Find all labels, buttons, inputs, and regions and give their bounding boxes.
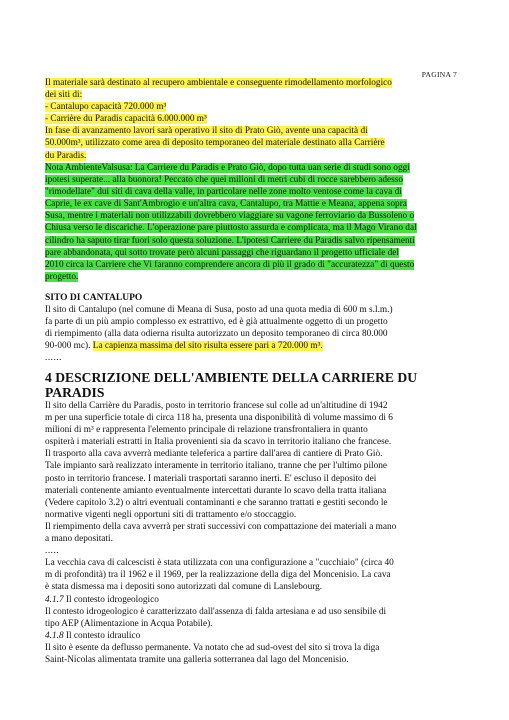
intro-line: In fase di avanzamento lavori sarà operativo il sito di Prato Giò, avente una capacità di — [45, 126, 368, 137]
section-heading: PARADIS — [45, 385, 105, 400]
note-line: ipotesi superate... alla buonora! Peccato che quei milioni di metri cubi di rocce sarebbero adesso — [45, 175, 404, 186]
page-number: PAGINA 7 — [421, 70, 457, 79]
body-line: Il sito è esente da deflusso permanente. Va notato che ad sud-ovest del sito si trova la diga — [45, 642, 380, 653]
intro-line: - Cantalupo capacità 720.000 m³ — [45, 102, 167, 113]
body-line: La vecchia cava di calcescisti è stata utilizzata con una configurazione a "cucchiaio" (circa 40 — [45, 558, 394, 569]
body-line: tipo AEP (Alimentazione in Acqua Potabile). — [45, 618, 213, 629]
cantalupo-line: fa parte di un più ampio complesso ex estrattivo, ed è già attualmente oggetto di un progetto — [45, 317, 388, 328]
body-line: (Vedere capitolo 3.2) o altri eventuali contaminanti e che saranno trattati e gestiti secondo le — [45, 497, 388, 508]
body-line: m per una superficie totale di circa 118 ha, presenta una disponibilità di volume massimo di 6 — [45, 413, 393, 424]
note-line: Nota AmbienteValsusa: La Carriere du Paradis e Prato Giò, dopo tutta uan serie di studi sono oggi — [45, 163, 410, 173]
body-line: è stata dismessa ma i depositi sono autorizzati dal comune di Lanslebourg. — [45, 582, 323, 593]
carriere-section — [45, 370, 490, 666]
subsection-number: 4.1.8 — [45, 630, 64, 641]
subsection-heading-idraulico — [45, 630, 490, 642]
body-line: ospiterà i materiali estratti in Italia provenienti sia da scavo in territorio italiano che francese. — [45, 437, 392, 448]
note-line: progetto. — [45, 271, 79, 282]
note-line: Chiusa verso le discariche. L'operazione pare piuttosto assurda e complicata, ma il Mago Virano dal — [45, 223, 417, 234]
body-line: posto in territorio francese. I materiali trasportati saranno inerti. E' escluso il deposito dei — [45, 473, 377, 484]
body-line: Il sito della Carrière du Paradis, posto in territorio francese sul colle ad un'altitudine di 1942 — [45, 401, 388, 411]
cantalupo-line: 90-000 mc). — [45, 341, 93, 352]
ellipsis: ...... — [45, 353, 62, 364]
subsection-title: Il contesto idrogeologico — [63, 594, 159, 605]
ellipsis: ..... — [45, 546, 60, 557]
body-line: Saint-Nicolas alimentata tramite una galleria sotterranea dal lago del Moncenisio. — [45, 654, 349, 665]
intro-paragraph — [45, 77, 490, 162]
body-line: Tale impianto sarà realizzato interamente in territorio italiano, tranne che per l'ultimo pilone — [45, 461, 388, 472]
cantalupo-line: Il sito di Cantalupo (nel comune di Meana di Susa, posto ad una quota media di 600 m s.l.m.) — [45, 305, 393, 315]
intro-line: 50.000m³, utilizzato come area di deposito temporaneo del materiale destinato alla Carrière — [45, 138, 385, 149]
note-line: pare abbandonata, qui sotto trovate però alcuni passaggi che riguardano il progetto ufficiale del — [45, 247, 400, 258]
cantalupo-line: di riempimento (alla data odierna risulta autorizzato un deposito temporaneo di circa 80.000 — [45, 329, 388, 340]
intro-line: dei siti di: — [45, 90, 83, 101]
note-line: 2010 circa la Carriere che Vi faranno comprendere ancora di più il grado di "accuratezza" di questo — [45, 259, 415, 270]
note-line: Susa, mentre i materiali non utilizzabili dovrebbero viaggiare su vagone ferroviario da Bussoleno o — [45, 211, 415, 222]
body-line: Il riempimento della cava avverrà per strati successivi con compattazione dei materiali a mano — [45, 521, 397, 532]
note-paragraph — [45, 162, 490, 283]
body-line: Il contesto idrogeologico è caratterizzato dall'assenza di falda artesiana e ad uso sensibile di — [45, 606, 387, 617]
body-line: milioni di m³ e rappresenta l'elemento principale di relazione transfrontaliera in quanto — [45, 425, 368, 436]
intro-line: - Carrière du Paradis capacità 6.000.000 m³ — [45, 114, 207, 125]
body-line: m di profondità) tra il 1962 e il 1969, per la realizzazione della diga del Moncenisio. La cava — [45, 570, 391, 581]
intro-line: Il materiale sarà destinato al recupero ambientale e conseguente rimodellamento morfologico — [45, 78, 392, 88]
intro-line: du Paradis. — [45, 150, 87, 161]
note-line: cilindro ha saputo tirar fuori solo questa soluzione. L'ipotesi Carriere du Paradis salvo ripensamenti — [45, 235, 415, 246]
section-heading: 4 DESCRIZIONE DELL'AMBIENTE DELLA CARRIERE DU — [45, 370, 418, 385]
subsection-number: 4.1.7 — [45, 594, 64, 605]
subsection-heading-idrogeologico — [45, 594, 490, 606]
note-line: Caprie, le ex cave di Sant'Ambrogio e un'altra cava, Cantalupo, tra Mattie e Meana, appena sopra — [45, 199, 407, 210]
body-line: normative vigenti negli opportuni siti di trattamento e/o stoccaggio. — [45, 509, 297, 520]
body-line: materiali contenente amianto eventualmente intercettati durante lo scavo della tratta italiana — [45, 485, 387, 496]
body-line: Il trasporto alla cava avverrà mediante teleferica a partire dall'area di cantiere di Prato Giò. — [45, 449, 383, 460]
note-line: "rimodellate" dui siti di cava della valle, in particolare nelle zone molto ventose come la cava di — [45, 187, 402, 198]
cantalupo-section — [45, 292, 490, 364]
subsection-title: Il contesto idraulico — [63, 630, 141, 641]
cantalupo-capacity-highlight: La capienza massima del sito risulta essere pari a 720.000 m³. — [92, 341, 323, 352]
body-line: a mano depositati. — [45, 534, 113, 545]
cantalupo-heading: SITO DI CANTALUPO — [45, 293, 143, 303]
